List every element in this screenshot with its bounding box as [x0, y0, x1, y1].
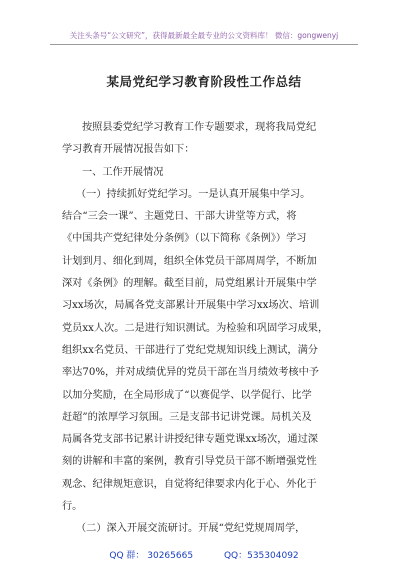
paragraph-line: 率达70%，并对成绩优异的党员干部在当月绩效考核中予	[62, 367, 319, 379]
paragraph-line: 组织xx名党员、干部进行了党纪党规知识线上测试，满分	[62, 344, 318, 356]
paragraph-line: 党员xx人次。二是进行知识测试。为检验和巩固学习成果，	[62, 322, 329, 334]
paragraph-line: （一）持续抓好党纪学习。一是认真开展集中学习。	[76, 188, 311, 200]
header-note: 关注头条号“公文研究”，获得最新最全最专业的公文资料库！ 微信：gongwenyj	[69, 31, 339, 40]
paragraph-line: 学习教育开展情况报告如下：	[62, 144, 195, 156]
paragraph-line: 刻的讲解和丰富的案例，教育引导党员干部不断增强党性	[62, 456, 317, 468]
paragraph-line: 结合“三会一课”、主题党日、干部大讲堂等方式，将	[62, 211, 297, 223]
paragraph-line: 观念、纪律规矩意识，自觉将纪律要求内化于心、外化于	[62, 478, 317, 490]
section-heading: 一、工作开展情况	[82, 166, 164, 178]
document-body	[62, 117, 348, 541]
qq-number: QQ：535304092	[223, 551, 299, 561]
paragraph-line: 按照县委党纪学习教育工作专题要求，现将我局党纪	[82, 122, 317, 133]
document-title: 某局党纪学习教育阶段性工作总结	[106, 74, 302, 89]
paragraph-line: 计划到月、细化到周，组织全体党员干部周周学，不断加	[62, 255, 317, 267]
paragraph-line: 局属各党支部书记累计讲授纪律专题党课xx场次，通过深	[62, 434, 318, 446]
paragraph-line: （二）深入开展交流研讨。开展“党纪党规周周学，	[76, 523, 306, 535]
footer-contact	[0, 548, 408, 561]
qq-group-number: QQ 群： 30265665	[109, 551, 194, 561]
paragraph-line: 赶超”的浓厚学习氛围。三是支部书记讲党课。局机关及	[62, 411, 312, 423]
paragraph-line: 以加分奖励，在全局形成了“以赛促学、以学促行、比学	[62, 389, 312, 401]
paragraph-line: 行。	[62, 501, 83, 513]
paragraph-line: 习xx场次，局属各党支部累计开展集中学习xx场次、培训	[62, 300, 320, 312]
header-divider	[50, 44, 358, 45]
paragraph-line: 《中国共产党纪律处分条例》（以下简称《条例》）学习	[62, 233, 307, 245]
paragraph-line: 深对《条例》的理解。截至目前，局党组累计开展集中学	[62, 278, 317, 290]
